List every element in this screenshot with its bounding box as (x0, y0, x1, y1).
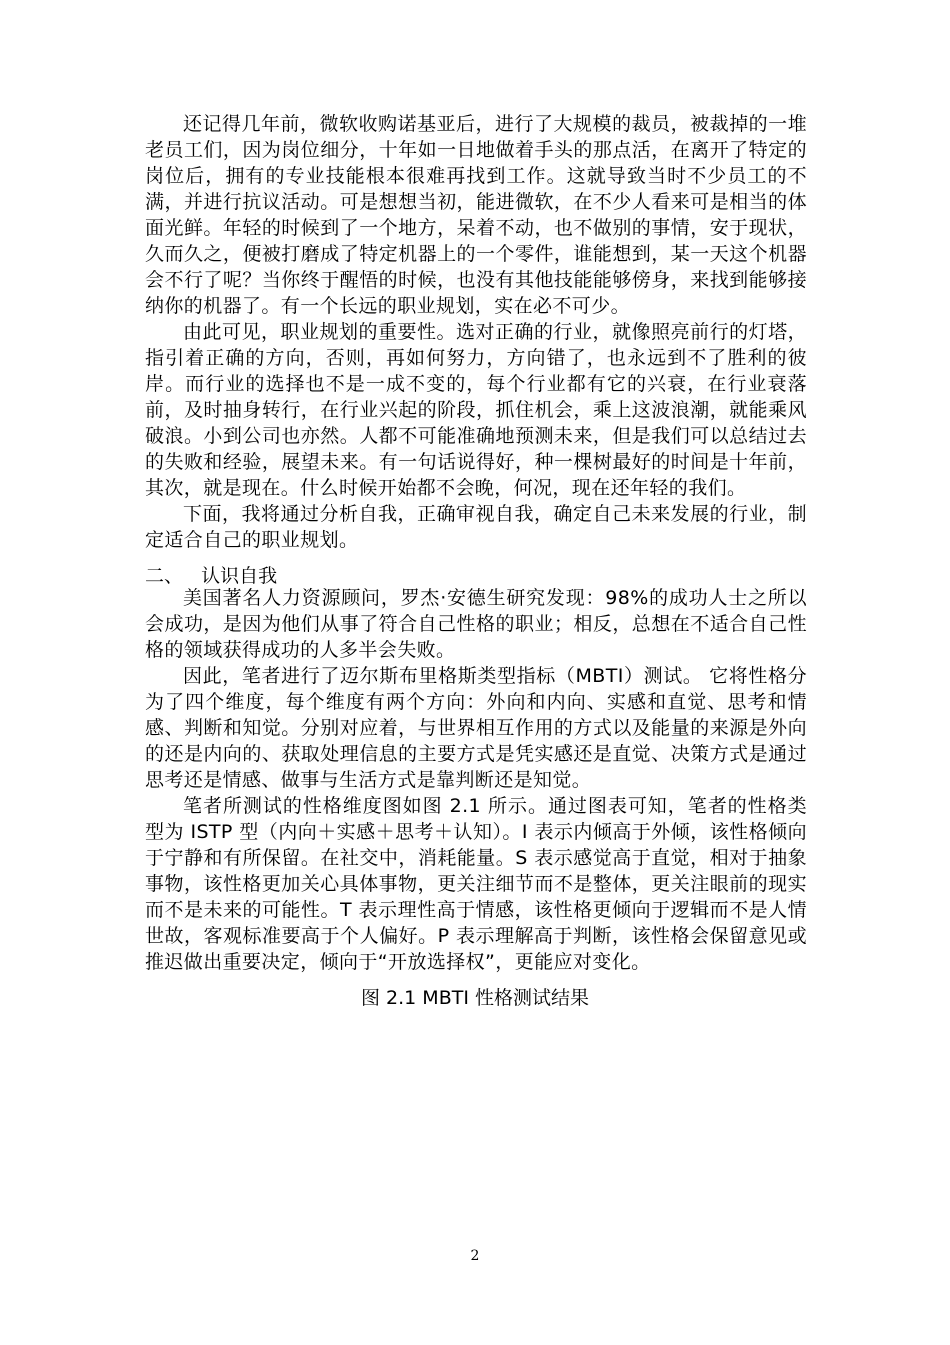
paragraph-plan-intro: 下面，我将通过分析自我，正确审视自我，确定自己未来发展的行业，制定适合自己的职业规划。 (145, 503, 807, 551)
page-number: 2 (470, 1248, 480, 1264)
intro-text-block (145, 111, 807, 553)
section-heading: 二、 认识自我 (145, 565, 278, 587)
paragraph-research-finding: 美国著名人力资源顾问，罗杰·安德生研究发现：98%的成功人士之所以会成功，是因为他们从事了符合自己性格的职业；相反，总想在不适合自己性格的领域获得成功的人多半会失败。 (145, 587, 807, 661)
paragraph-career-importance: 由此可见，职业规划的重要性。选对正确的行业，就像照亮前行的灯塔，指引着正确的方向，否则，再如何努力，方向错了，也永远到不了胜利的彼岸。而行业的选择也不是一成不变的，每个行业都有它的兴衰，在行业衰落前，及时抽身转行，在行业兴起的阶段，抓住机会，乘上这波浪潮，就能乘风破浪。小到公司也亦然。人都不可能准确地预测未来，但是我们可以总结过去的失败和经验，展望未来。有一句话说得好，种一棵树最好的时间是十年前，其次，就是现在。什么时候开始都不会晚，何况，现在还年轻的我们。 (145, 321, 807, 499)
paragraph-mbti-result: 笔者所测试的性格维度图如图 2.1 所示。通过图表可知，笔者的性格类型为 ISTP 型（内向＋实感＋思考＋认知）。I 表示内倾高于外倾，该性格倾向于宁静和有所保留。在社交中，消耗能量。S 表示感觉高于直觉，相对于抽象事物，该性格更加关心具体事物，更关注细节而不是整体，更关注眼前的现实而不是未来的可能性。T 表示理性高于情感，该性格更倾向于逻辑而不是人情世故，客观标准要高于个人偏好。P 表示理解高于判断，该性格会保留意见或推迟做出重要决定，倾向于“开放选择权”，更能应对变化。 (145, 795, 807, 973)
paragraph-mbti-dimensions: 因此，笔者进行了迈尔斯布里格斯类型指标（MBTI）测试。 它将性格分为了四个维度，每个维度有两个方向：外向和内向、实感和直觉、思考和情感、判断和知觉。分别对应着，与世界相互作用的方式以及能量的来源是外向的还是内向的、获取处理信息的主要方式是凭实感还是直觉、决策方式是通过思考还是情感、做事与生活方式是靠判断还是知觉。 (145, 665, 807, 791)
paragraph-layoffs-story: 还记得几年前，微软收购诺基亚后，进行了大规模的裁员，被裁掉的一堆老员工们，因为岗位细分，十年如一日地做着手头的那点活，在离开了特定的岗位后，拥有的专业技能根本很难再找到工作。这就导致当时不少员工的不满，并进行抗议活动。可是想想当初，能进微软，在不少人看来可是相当的体面光鲜。年轻的时候到了一个地方，呆着不动，也不做别的事情，安于现状，久而久之，便被打磨成了特定机器上的一个零件，谁能想到，某一天这个机器会不行了呢？当你终于醒悟的时候，也没有其他技能能够傍身，来找到能够接纳你的机器了。有一个长远的职业规划，实在必不可少。 (145, 113, 807, 317)
section-text-block (145, 585, 807, 975)
figure-caption: 图 2.1 MBTI 性格测试结果 (361, 987, 589, 1009)
